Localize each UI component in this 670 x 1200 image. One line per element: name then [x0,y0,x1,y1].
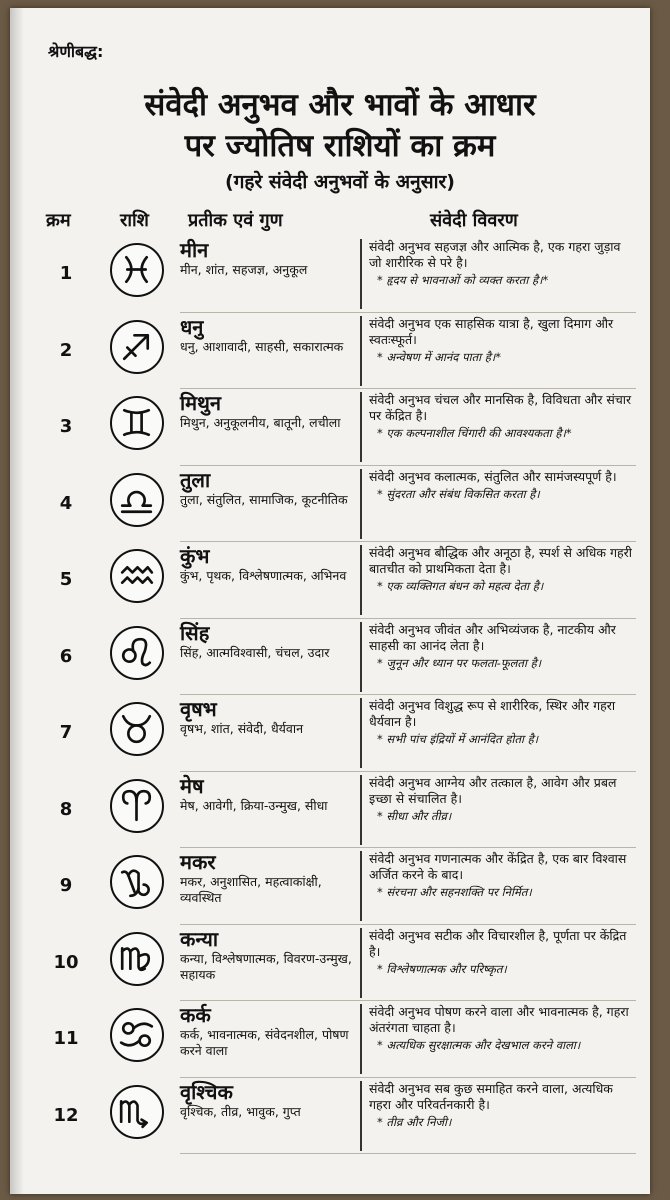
sign-name: वृश्चिक [180,1079,233,1104]
table-row [10,466,650,543]
table-row [10,1001,650,1078]
description-text: संवेदी अनुभव सब कुछ समाहित करने वाला, अत्यधिक गहरा और परिवर्तनकारी है। [369,1080,613,1112]
zodiac-sign-badge [110,626,164,680]
sign-name: कन्या [180,926,219,951]
sign-name: वृषभ [180,697,217,721]
zodiac-sign-badge [110,320,164,374]
aquarius-icon [112,551,161,600]
description-note: * एक कल्पनाशील चिंगारी की आवश्यकता है।* [377,426,572,440]
sign-name: धनु [180,314,204,339]
description-text: संवेदी अनुभव कलात्मक, संतुलित और सामंजस्यपूर्ण है। [369,468,617,484]
symbol-traits-cell [180,621,355,661]
sign-name: कुंभ [180,544,210,568]
description-note: * अन्वेषण में आनंद पाता है।* [377,349,501,364]
rank-number: 11 [53,1028,79,1049]
description-text: संवेदी अनुभव सटीक और विचारशील है, पूर्णता पर केंद्रित है। [369,927,627,959]
description-text: संवेदी अनुभव आग्नेय और तत्काल है, आवेग और प्रबल इच्छा से संचालित है। [369,774,617,806]
rank-number: 3 [59,416,73,437]
table-row [10,313,650,390]
description-text: संवेदी अनुभव एक साहसिक यात्रा है, खुला दिमाग और स्वतःस्फूर्त। [369,315,614,347]
table-row [10,542,650,619]
description-note: * एक व्यक्तिगत बंधन को महत्व देता है। [377,579,544,593]
symbol-traits-cell [180,697,355,737]
header-rank: क्रम [46,210,71,231]
sign-traits: कुंभ, पृथक, विश्लेषणात्मक, अभिनव [180,568,347,583]
symbol-traits-cell [180,544,355,584]
symbol-traits-cell [180,315,355,355]
description-note: * जुनून और ध्यान पर फलता-फूलता है। [377,655,542,670]
rank-number: 1 [59,263,73,284]
symbol-traits-cell [180,1003,355,1059]
scorpio-icon [112,1087,161,1136]
sign-traits: मकर, अनुशासित, महत्वाकांक्षी, व्यवस्थित [180,874,322,905]
rank-number: 9 [59,875,73,896]
sign-traits: कर्क, भावनात्मक, संवेदनशील, पोषण करने वाला [180,1027,349,1058]
cancer-icon [112,1010,161,1059]
sign-traits: धनु, आशावादी, साहसी, सकारात्मक [180,338,344,354]
sensory-description [360,775,632,845]
header-sign: राशि [120,210,149,231]
description-note: * हृदय से भावनाओं को व्यक्त करता है।* [377,273,549,287]
symbol-traits-cell [180,774,355,814]
sign-name: मकर [180,850,216,874]
sign-name: तुला [180,467,211,492]
infographic-page [10,8,650,1194]
symbol-traits-cell [180,238,355,278]
libra-icon [112,475,161,524]
sensory-description [360,545,632,615]
sign-name: सिंह [180,620,210,645]
zodiac-sign-badge [110,855,164,909]
rank-number: 4 [59,492,73,514]
sign-traits: वृश्चिक, तीव्र, भावुक, गुप्त [180,1103,301,1119]
page-subtitle: (गहरे संवेदी अनुभवों के अनुसार) [225,171,455,193]
zodiac-table [10,236,650,1154]
sensory-description [360,1004,632,1074]
virgo-icon [112,934,161,983]
sign-traits: मिथुन, अनुकूलनीय, बातूनी, लचीला [180,415,341,430]
sensory-description [360,239,632,309]
description-text: संवेदी अनुभव जीवंत और अभिव्यंजक है, नाटकीय और साहसी का आनंद लेता है। [369,621,616,653]
description-note: * सुंदरता और संबंध विकसित करता है। [377,486,540,501]
symbol-traits-cell [180,468,355,508]
sign-traits: सिंह, आत्मविश्वासी, चंचल, उदार [180,644,330,660]
gemini-icon [112,398,161,447]
sensory-description [360,392,632,462]
sign-traits: वृषभ, शांत, संवेदी, धैर्यवान [180,721,304,736]
description-text: संवेदी अनुभव विशुद्ध रूप से शारीरिक, स्थिर और गहरा धैर्यवान है। [369,698,616,729]
sensory-description [360,698,632,768]
category-label: श्रेणीबद्ध: [48,42,104,61]
zodiac-sign-badge [110,473,164,527]
sensory-description [360,928,632,998]
sign-traits: कन्या, विश्लेषणात्मक, विवरण-उन्मुख, सहायक [180,950,352,982]
description-note: * तीव्र और निजी। [377,1114,452,1129]
description-text: संवेदी अनुभव गणनात्मक और केंद्रित है, एक बार विश्वास अर्जित करने के बाद। [369,851,627,882]
taurus-icon [112,704,161,753]
table-row [10,695,650,772]
table-row [10,389,650,466]
header-symbol: प्रतीक एवं गुण [188,210,283,231]
rank-number: 2 [59,339,73,361]
table-row [10,1078,650,1155]
sign-traits: तुला, संतुलित, सामाजिक, कूटनीतिक [180,491,348,507]
aries-icon [112,781,161,830]
zodiac-sign-badge [110,702,164,756]
sign-traits: मेष, आवेगी, क्रिया-उन्मुख, सीधा [180,797,328,813]
description-note: * सभी पांच इंद्रियों में आनंदित होता है। [377,732,539,746]
table-row [10,925,650,1002]
description-text: संवेदी अनुभव चंचल और मानसिक है, विविधता और संचार पर केंद्रित है। [369,392,632,423]
sign-name: मेष [180,773,204,798]
description-text: संवेदी अनुभव सहजज्ञ और आत्मिक है, एक गहरा जुड़ाव जो शारीरिक से परे है। [369,239,621,270]
symbol-traits-cell [180,850,355,906]
description-note: * विश्लेषणात्मक और परिष्कृत। [377,961,507,976]
pisces-icon [112,245,161,294]
zodiac-sign-badge [110,932,164,986]
rank-number: 5 [59,569,73,590]
sign-name: कर्क [180,1003,211,1027]
table-row [10,236,650,313]
description-note: * संरचना और सहनशक्ति पर निर्मित। [377,885,532,899]
symbol-traits-cell [180,927,355,983]
rank-number: 12 [53,1104,79,1126]
rank-number: 7 [59,722,73,743]
sagittarius-icon [112,322,161,371]
sensory-description [360,469,632,539]
description-text: संवेदी अनुभव बौद्धिक और अनूठा है, स्पर्श से अधिक गहरी बातचीत को प्राथमिकता देता है। [369,545,632,576]
sign-name: मिथुन [180,391,222,415]
table-row [10,619,650,696]
zodiac-sign-badge [110,396,164,450]
zodiac-sign-badge [110,1008,164,1062]
sensory-description [360,622,632,692]
description-note: * अत्यधिक सुरक्षात्मक और देखभाल करने वाला। [377,1038,581,1052]
sensory-description [360,316,632,386]
rank-number: 10 [53,951,79,973]
sensory-description [360,1081,632,1151]
zodiac-sign-badge [110,779,164,833]
page-title-line1: संवेदी अनुभव और भावों के आधार [144,87,536,123]
table-row [10,772,650,849]
description-text: संवेदी अनुभव पोषण करने वाला और भावनात्मक है, गहरा अंतरंगता चाहता है। [369,1004,629,1035]
sign-traits: मीन, शांत, सहजज्ञ, अनुकूल [180,262,308,277]
zodiac-sign-badge [110,243,164,297]
symbol-traits-cell [180,391,355,431]
sensory-description [360,851,632,921]
rank-number: 6 [59,645,73,667]
capricorn-icon [112,857,161,906]
description-note: * सीधा और तीव्र। [377,808,452,823]
symbol-traits-cell [180,1080,355,1120]
row-divider [180,1153,636,1154]
zodiac-sign-badge [110,1085,164,1139]
rank-number: 8 [59,798,73,820]
sign-name: मीन [180,238,209,262]
header-description: संवेदी विवरण [430,210,518,231]
table-row [10,848,650,925]
zodiac-sign-badge [110,549,164,603]
page-title-line2: पर ज्योतिष राशियों का क्रम [184,128,496,164]
leo-icon [112,628,161,677]
